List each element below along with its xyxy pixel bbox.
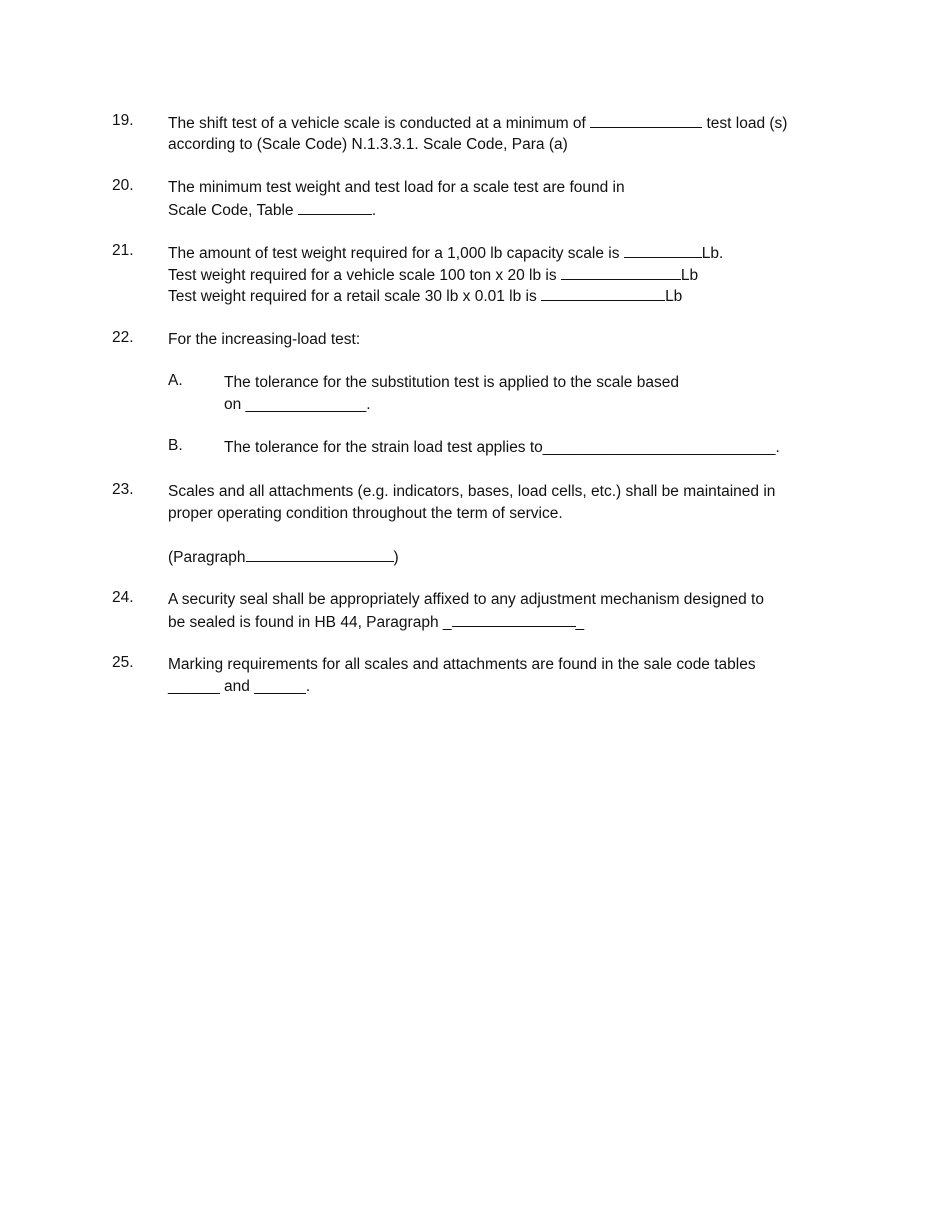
question-number: 23. bbox=[112, 481, 134, 498]
question-text-line: according to (Scale Code) N.1.3.3.1. Scale Code, Para (a) bbox=[168, 135, 568, 153]
question-text bbox=[168, 242, 858, 307]
question-text-line: Scales and all attachments (e.g. indicators, bases, load cells, etc.) shall be maintained in bbox=[168, 483, 776, 500]
question-text bbox=[168, 329, 858, 351]
question-number: 25. bbox=[112, 654, 134, 671]
question-text-part: Test weight required for a vehicle scale 100 ton x 20 lb is bbox=[168, 266, 557, 284]
question-number: 21. bbox=[112, 242, 134, 259]
question-text-line: The tolerance for the substitution test is applied to the scale based bbox=[224, 374, 679, 391]
question-text-line: The tolerance for the strain load test applies to___________________________. bbox=[224, 439, 780, 456]
question-text bbox=[168, 589, 858, 632]
question-text-part: Test weight required for a retail scale 30 lb x 0.01 lb is bbox=[168, 288, 537, 305]
question-number: 20. bbox=[112, 177, 134, 194]
sub-question-letter: B. bbox=[168, 437, 183, 454]
question-text-part: Lb bbox=[680, 266, 699, 284]
answer-blank[interactable] bbox=[298, 199, 372, 215]
sub-question-letter: A. bbox=[168, 372, 183, 389]
answer-blank[interactable] bbox=[561, 264, 681, 280]
question-text-line: For the increasing-load test: bbox=[168, 331, 361, 348]
question-text-part: ) bbox=[393, 549, 399, 566]
question-text-line: The minimum test weight and test load for a scale test are found in bbox=[168, 179, 625, 196]
question-text bbox=[168, 177, 858, 220]
question-text-part: _ bbox=[575, 613, 585, 631]
question-text-part: The shift test of a vehicle scale is conducted at a minimum of bbox=[168, 115, 586, 132]
question-text-line: proper operating condition throughout the term of service. bbox=[168, 504, 563, 522]
answer-blank[interactable] bbox=[590, 112, 702, 128]
question-text-part: Lb bbox=[665, 288, 683, 305]
question-text-part: The amount of test weight required for a 1,000 lb capacity scale is bbox=[168, 245, 620, 262]
sub-question-text bbox=[224, 437, 844, 459]
question-text bbox=[168, 481, 858, 568]
question-text-line: Marking requirements for all scales and attachments are found in the sale code tables bbox=[168, 656, 756, 673]
question-text-part: test load (s) bbox=[706, 115, 788, 132]
question-number: 24. bbox=[112, 589, 134, 606]
question-number: 22. bbox=[112, 329, 134, 346]
question-text bbox=[168, 112, 858, 155]
answer-blank[interactable] bbox=[246, 546, 394, 562]
question-text-line: on ______________. bbox=[224, 395, 371, 413]
answer-blank[interactable] bbox=[541, 285, 665, 301]
answer-blank[interactable] bbox=[452, 611, 576, 627]
sub-question-text bbox=[224, 372, 844, 415]
question-text-part: (Paragraph bbox=[168, 549, 246, 566]
question-text bbox=[168, 654, 858, 697]
question-text-line: ______ and ______. bbox=[168, 677, 311, 695]
question-text-part: . bbox=[371, 201, 377, 219]
question-text-part: Scale Code, Table bbox=[168, 201, 294, 219]
question-text-line: A security seal shall be appropriately affixed to any adjustment mechanism designed to bbox=[168, 591, 764, 608]
question-text-part: be sealed is found in HB 44, Paragraph _ bbox=[168, 613, 452, 631]
question-text-part: Lb. bbox=[701, 245, 724, 262]
answer-blank[interactable] bbox=[624, 242, 702, 258]
question-number: 19. bbox=[112, 112, 134, 129]
